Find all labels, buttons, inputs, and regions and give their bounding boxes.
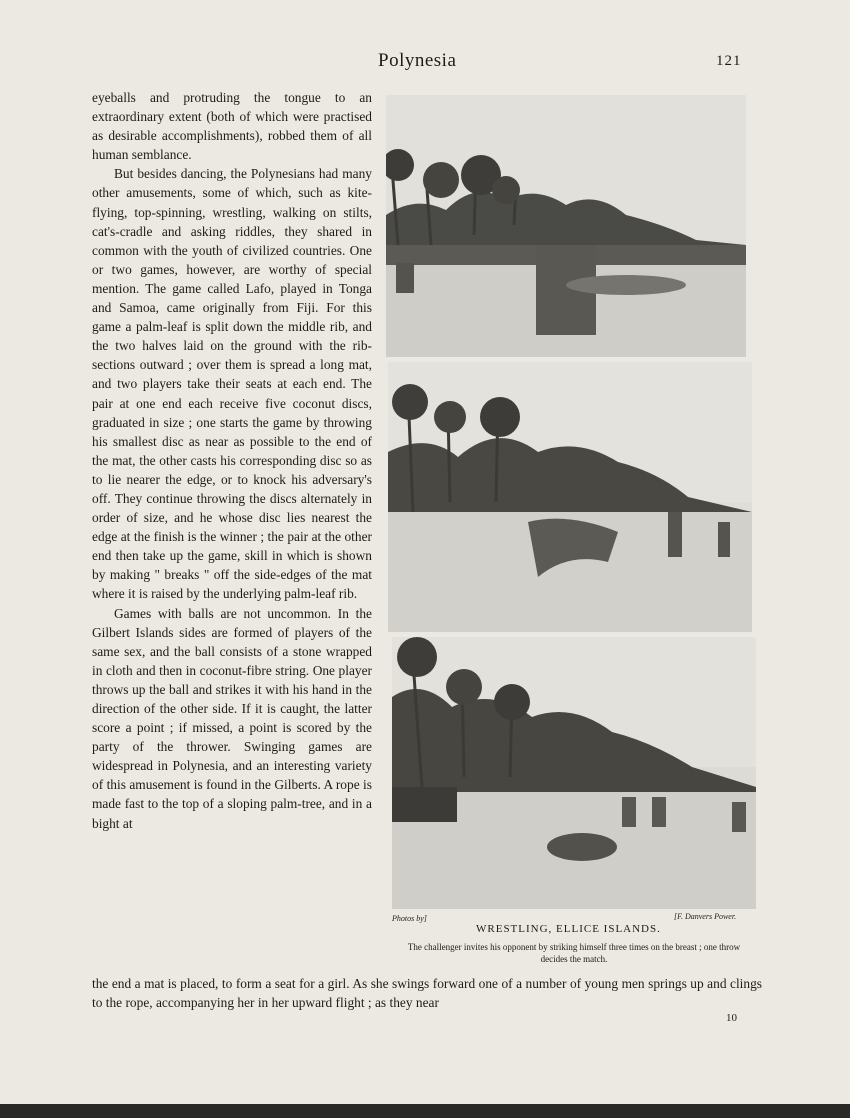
figure-caption-title: WRESTLING, ELLICE ISLANDS. [476, 923, 661, 935]
wrestling-photo-bottom [392, 637, 756, 909]
full-width-text [92, 974, 762, 1012]
wrestling-photo-middle [388, 362, 752, 632]
figure-caption-text: The challenger invites his opponent by striking himself three times on the breast ; one throw decides the match. [407, 942, 741, 964]
page-number: 121 [716, 53, 742, 69]
scan-edge [0, 1104, 850, 1118]
paragraph-ball-games: Games with balls are not uncommon. In the Gilbert Islands sides are formed of players of the same sex, and the ball consists of a stone wrapped in cloth and then in coconut-fibre string. One player throws up the ball and strikes it with his hand in the direction of the other side. If it is caught, the latter score a point ; if missed, a point is scored by the party of the thrower. Swinging games are widespread in Polynesia, and an interesting variety of this amusement is found in the Gilberts. A rope is made fast to the top of a sloping palm-tree, and in a bight at [92, 605, 372, 831]
photo-credit-left: Photos by] [392, 914, 427, 923]
left-column-text [92, 88, 372, 833]
photo-credit-right: [F. Danvers Power. [674, 912, 737, 921]
wrestling-photo-top [386, 95, 746, 357]
signature-mark: 10 [726, 1012, 737, 1024]
running-head: Polynesia [378, 50, 457, 71]
paragraph-full-width: the end a mat is placed, to form a seat for a girl. As she swings forward one of a number of young men springs up and clings to the rope, accompanying her in her upward flight ; as they near [92, 976, 762, 1011]
paragraph-continued: eyeballs and protruding the tongue to an extraordinary extent (both of which were practised as desirable accomplishments), robbed them of all human semblance. [92, 90, 372, 163]
paragraph-amusements: But besides dancing, the Polynesians had many other amusements, some of which, such as kite-flying, top-spinning, wrestling, walking on stilts, cat's-cradle and asking riddles, they shared in common with the youth of civilized countries. One or two games, however, are worthy of special mention. The game called Lafo, played in Tonga and Samoa, came originally from Fiji. For this game a palm-leaf is split down the middle rib, and the two halves laid on the ground with the rib-sections outward ; over them is spread a long mat, and two players take their seats at each end. The pair at one end each receive five coconut discs, graduated in size ; one starts the game by throwing his smallest disc as near as possible to the end of the mat, the other casts his corresponding disc so as to lie nearer the edge, or to knock his adversary's off. They continue throwing the discs alternately in order of size, and he whose disc lies nearest the edge at the finish is the winner ; the pair at the other end then take up the game, skill in which is shown by making " breaks " off the side-edges of the mat where it is raised by the underlying palm-leaf rib. [92, 166, 372, 602]
